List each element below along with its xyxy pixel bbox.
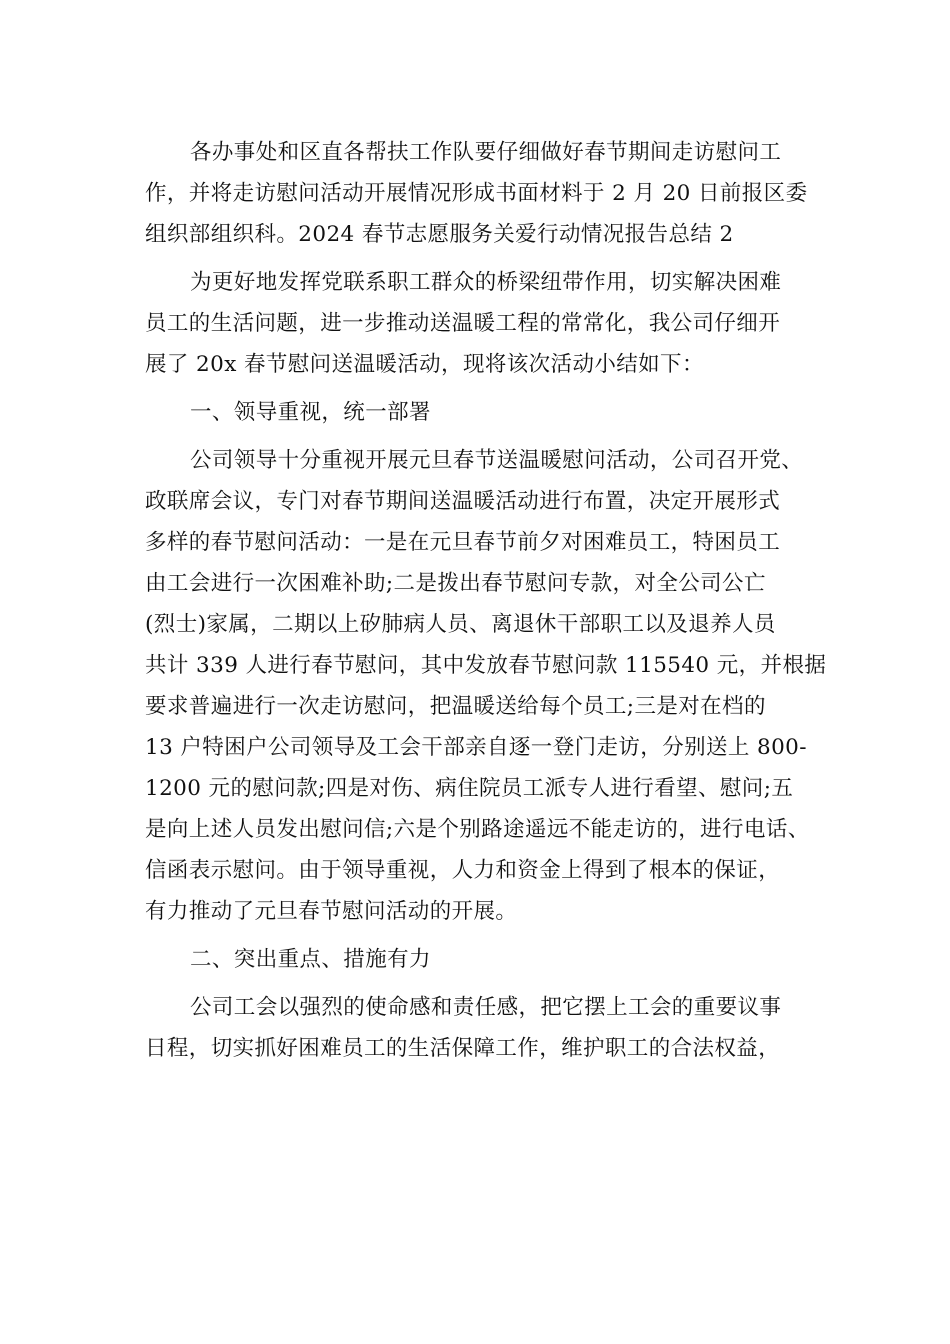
text-line: 13 户特困户公司领导及工会干部亲自逐一登门走访，分别送上 800-	[145, 735, 807, 760]
text-line: (烈士)家属，二期以上矽肺病人员、离退休干部职工以及退养人员	[145, 612, 776, 637]
text-line: 多样的春节慰问活动：一是在元旦春节前夕对困难员工，特困员工	[145, 530, 781, 555]
text-line: 作，并将走访慰问活动开展情况形成书面材料于 2 月 20 日前报区委	[145, 181, 808, 206]
text-line: 一、领导重视，统一部署	[190, 400, 431, 425]
text-line: 日程，切实抓好困难员工的生活保障工作，维护职工的合法权益，	[145, 1036, 781, 1061]
text-line: 公司工会以强烈的使命感和责任感，把它摆上工会的重要议事	[190, 995, 782, 1020]
text-line: 展了 20x 春节慰问送温暖活动，现将该次活动小结如下：	[145, 352, 704, 377]
document-body	[145, 132, 825, 1076]
paragraph-section-2	[145, 987, 825, 1069]
text-line: 是向上述人员发出慰问信;六是个别路途遥远不能走访的，进行电话、	[145, 817, 810, 842]
section-heading-2	[145, 939, 825, 980]
text-line: 政联席会议，专门对春节期间送温暖活动进行布置，决定开展形式	[145, 489, 781, 514]
paragraph-notice	[145, 132, 825, 255]
text-line: 由工会进行一次困难补助;二是拨出春节慰问专款，对全公司公亡	[145, 571, 766, 596]
text-line: 员工的生活问题，进一步推动送温暖工程的常常化，我公司仔细开	[145, 311, 781, 336]
paragraph-intro	[145, 262, 825, 385]
text-line: 组织部组织科。2024 春节志愿服务关爱行动情况报告总结 2	[145, 222, 734, 247]
text-line: 要求普遍进行一次走访慰问，把温暖送给每个员工;三是对在档的	[145, 694, 766, 719]
section-heading-1	[145, 392, 825, 433]
text-line: 共计 339 人进行春节慰问，其中发放春节慰问款 115540 元，并根据	[145, 653, 827, 678]
text-line: 有力推动了元旦春节慰问活动的开展。	[145, 899, 518, 924]
text-line: 公司领导十分重视开展元旦春节送温暖慰问活动，公司召开党、	[190, 448, 804, 473]
text-line: 各办事处和区直各帮扶工作队要仔细做好春节期间走访慰问工	[190, 140, 782, 165]
text-line: 为更好地发挥党联系职工群众的桥梁纽带作用，切实解决困难	[190, 270, 782, 295]
text-line: 二、突出重点、措施有力	[190, 947, 431, 972]
text-line: 1200 元的慰问款;四是对伤、病住院员工派专人进行看望、慰问;五	[145, 776, 794, 801]
text-line: 信函表示慰问。由于领导重视，人力和资金上得到了根本的保证，	[145, 858, 781, 883]
paragraph-section-1	[145, 440, 825, 932]
